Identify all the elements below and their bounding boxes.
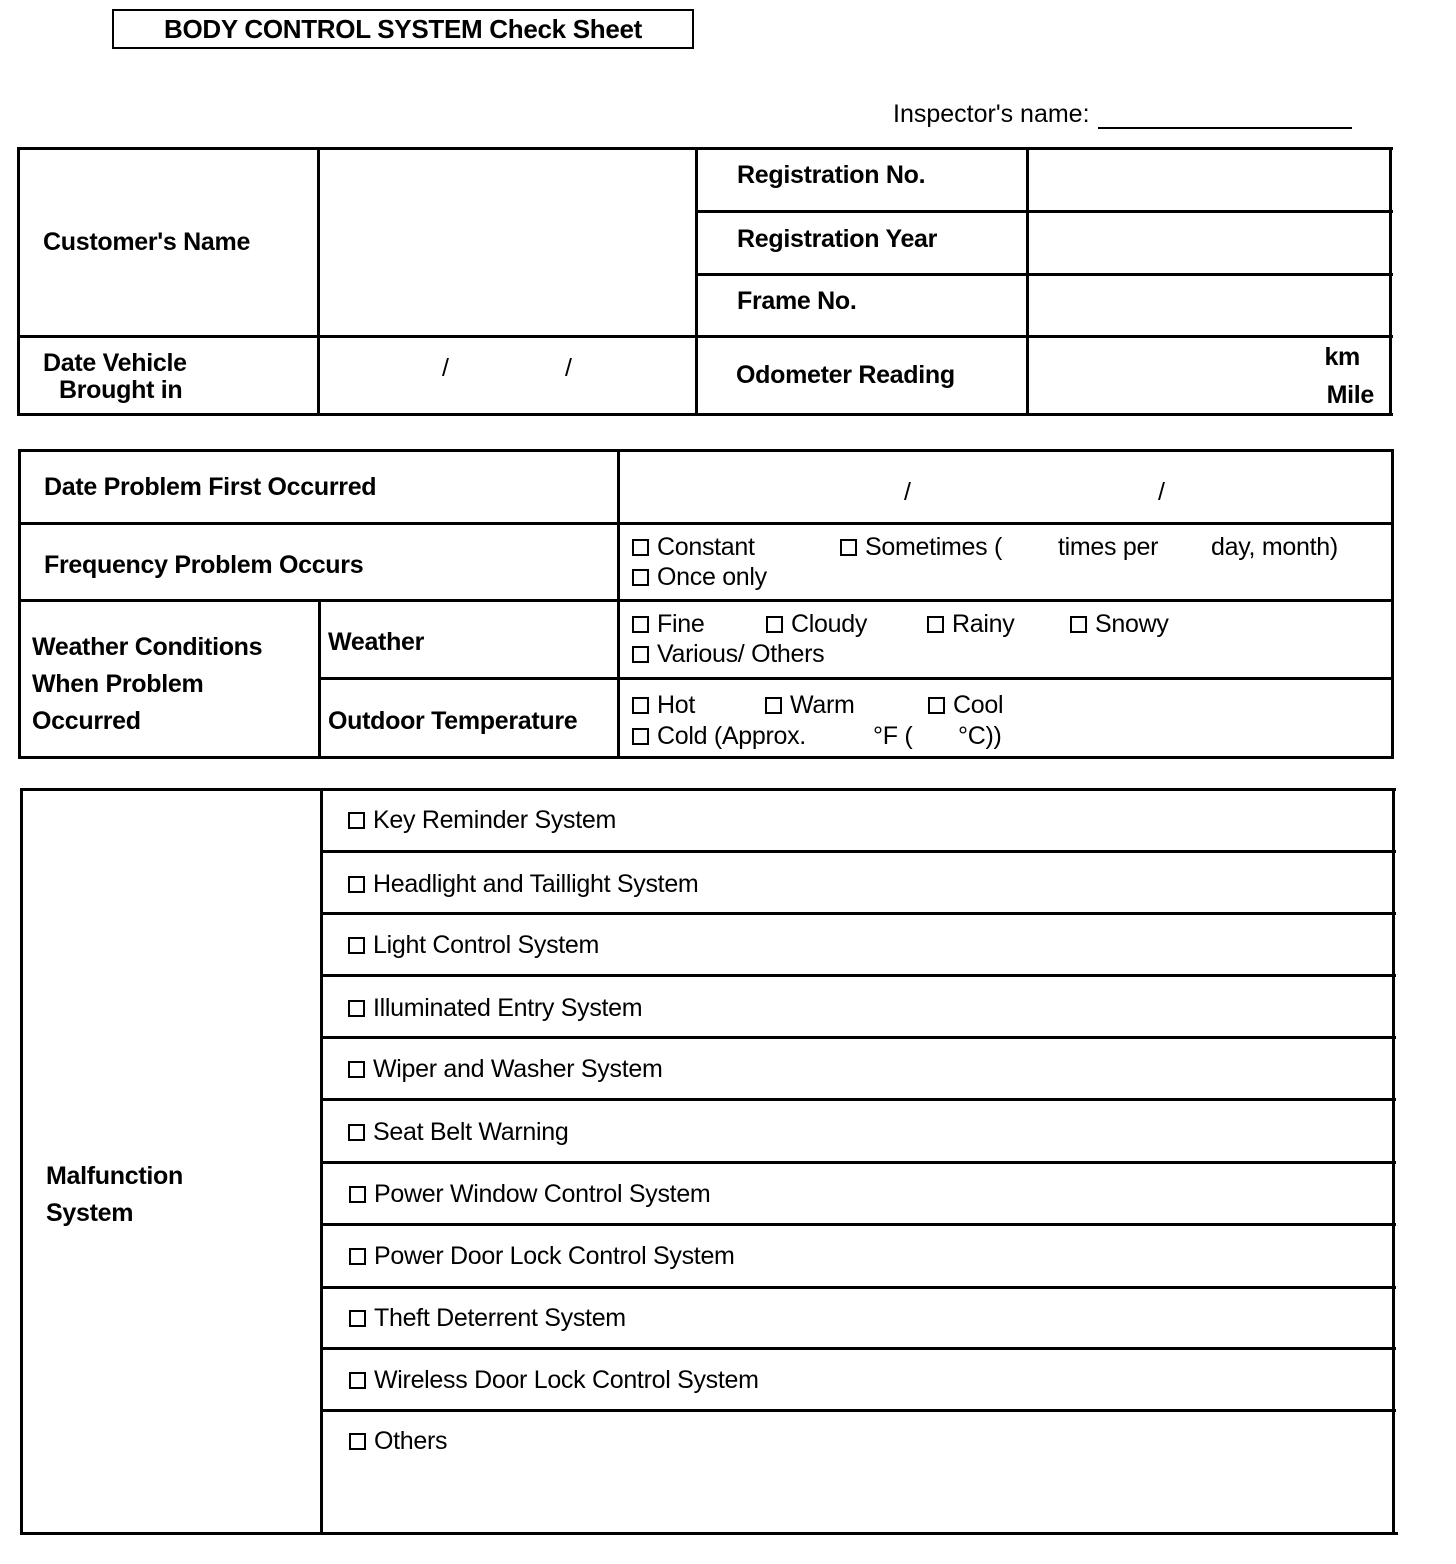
table-border — [20, 788, 1396, 791]
date-brought-in-input[interactable] — [322, 340, 692, 411]
date-separator: / — [904, 478, 911, 506]
temperature-option-cold[interactable] — [632, 722, 806, 752]
weather-option-snowy[interactable] — [1070, 610, 1169, 640]
table-border — [1389, 147, 1392, 416]
registration-no-input[interactable] — [1031, 152, 1386, 208]
frequency-option-once-only[interactable] — [632, 563, 767, 593]
frequency-option-constant[interactable] — [632, 533, 755, 563]
table-divider — [695, 147, 698, 416]
option-label: Cloudy — [791, 610, 868, 638]
frequency-times-per: times per — [1058, 533, 1159, 561]
checkbox-icon[interactable] — [349, 1310, 366, 1327]
date-separator: / — [565, 354, 572, 382]
date-separator: / — [442, 354, 449, 382]
label-line: Malfunction — [46, 1162, 183, 1190]
date-brought-in-label-line1: Date Vehicle — [43, 349, 187, 377]
option-label: Cool — [953, 691, 1004, 719]
weather-option-cloudy[interactable] — [766, 610, 867, 640]
option-label: Sometimes ( — [865, 533, 1003, 561]
table-border — [20, 1532, 1398, 1535]
checkbox-icon[interactable] — [928, 697, 945, 714]
registration-year-label: Registration Year — [737, 225, 938, 253]
system-option-seat-belt-warning[interactable] — [348, 1118, 568, 1148]
checkbox-icon[interactable] — [349, 1248, 366, 1265]
checkbox-icon[interactable] — [348, 1061, 365, 1078]
checkbox-icon[interactable] — [349, 1433, 366, 1450]
checkbox-icon[interactable] — [348, 1000, 365, 1017]
temperature-option-hot[interactable] — [632, 691, 695, 721]
option-label: Seat Belt Warning — [373, 1118, 569, 1146]
checkbox-icon[interactable] — [632, 616, 649, 633]
system-option-others[interactable] — [349, 1427, 447, 1457]
table-divider — [18, 522, 1394, 525]
checkbox-icon[interactable] — [840, 539, 857, 556]
table-divider — [321, 1286, 1396, 1289]
system-option-light-control[interactable] — [348, 931, 599, 961]
table-divider — [18, 599, 1394, 602]
checkbox-icon[interactable] — [632, 697, 649, 714]
odometer-label: Odometer Reading — [736, 361, 955, 389]
option-label: Wiper and Washer System — [373, 1055, 663, 1083]
checkbox-icon[interactable] — [765, 697, 782, 714]
checkbox-icon[interactable] — [348, 937, 365, 954]
checkbox-icon[interactable] — [349, 1372, 366, 1389]
table-divider — [321, 1223, 1396, 1226]
date-separator: / — [1158, 478, 1165, 506]
inspector-name-field — [893, 100, 1352, 129]
cold-unit-c: °C)) — [958, 722, 1002, 750]
option-label: Illuminated Entry System — [373, 994, 643, 1022]
system-option-power-door-lock[interactable] — [349, 1242, 735, 1272]
system-option-power-window[interactable] — [349, 1180, 710, 1210]
customers-name-input[interactable] — [322, 152, 692, 333]
table-border — [20, 788, 23, 1535]
checkbox-icon[interactable] — [1070, 616, 1087, 633]
option-label: Wireless Door Lock Control System — [374, 1366, 759, 1394]
table-border — [17, 413, 1393, 416]
system-option-wireless-door-lock[interactable] — [349, 1366, 759, 1396]
table-divider — [17, 335, 1393, 338]
system-option-theft-deterrent[interactable] — [349, 1304, 626, 1334]
table-divider — [317, 147, 320, 416]
option-label: Cold (Approx. — [657, 722, 806, 750]
option-label: Power Window Control System — [374, 1180, 711, 1208]
table-divider — [320, 788, 323, 1535]
temperature-label: Outdoor Temperature — [328, 707, 578, 735]
option-label: Warm — [790, 691, 855, 719]
option-label: Fine — [657, 610, 705, 638]
frequency-day-month: day, month) — [1211, 533, 1338, 561]
temperature-option-warm[interactable] — [765, 691, 855, 721]
label-line: System — [46, 1199, 134, 1227]
table-border — [18, 756, 1394, 759]
table-divider — [321, 1161, 1396, 1164]
table-divider — [321, 850, 1396, 853]
option-label: Power Door Lock Control System — [374, 1242, 735, 1270]
system-option-illuminated-entry[interactable] — [348, 994, 642, 1024]
checkbox-icon[interactable] — [348, 876, 365, 893]
table-border — [17, 147, 1393, 150]
option-label: Constant — [657, 533, 755, 561]
table-divider — [1026, 147, 1029, 416]
frequency-label: Frequency Problem Occurs — [44, 551, 364, 579]
document-title: BODY CONTROL SYSTEM Check Sheet — [112, 9, 694, 49]
odometer-unit-km: km — [1324, 343, 1360, 371]
option-label: Others — [374, 1427, 448, 1455]
table-divider — [321, 1409, 1396, 1412]
odometer-unit-mile: Mile — [1326, 381, 1374, 409]
customers-name-label: Customer's Name — [43, 228, 251, 256]
table-divider — [321, 974, 1396, 977]
frame-no-input[interactable] — [1031, 278, 1386, 333]
weather-label: Weather — [328, 628, 425, 656]
odometer-input[interactable] — [1031, 340, 1386, 411]
weather-option-various-others[interactable] — [632, 640, 824, 670]
weather-option-fine[interactable] — [632, 610, 704, 640]
weather-conditions-label — [32, 629, 262, 740]
date-first-occurred-label: Date Problem First Occurred — [44, 473, 377, 501]
registration-no-label: Registration No. — [737, 161, 926, 189]
cold-unit-f: °F ( — [873, 722, 913, 750]
option-label: Snowy — [1095, 610, 1169, 638]
option-label: Headlight and Taillight System — [373, 870, 699, 898]
system-option-wiper-washer[interactable] — [348, 1055, 663, 1085]
table-divider — [318, 599, 321, 759]
malfunction-system-label — [46, 1158, 183, 1232]
checkbox-icon[interactable] — [632, 539, 649, 556]
table-divider — [321, 912, 1396, 915]
option-label: Light Control System — [373, 931, 600, 959]
table-border — [17, 147, 20, 416]
label-line: Weather Conditions — [32, 633, 263, 661]
table-divider — [319, 677, 1394, 680]
checkbox-icon[interactable] — [632, 569, 649, 586]
checkbox-icon[interactable] — [766, 616, 783, 633]
table-divider — [321, 1098, 1396, 1101]
checkbox-icon[interactable] — [632, 728, 649, 745]
table-border — [1392, 788, 1395, 1535]
frame-no-label: Frame No. — [737, 287, 857, 315]
label-line: Occurred — [32, 707, 141, 735]
table-border — [18, 449, 1394, 452]
table-border — [18, 449, 21, 759]
option-label: Hot — [657, 691, 696, 719]
weather-option-rainy[interactable] — [927, 610, 1014, 640]
checkbox-icon[interactable] — [348, 1124, 365, 1141]
frequency-option-sometimes[interactable] — [840, 533, 1002, 563]
checkbox-icon[interactable] — [927, 616, 944, 633]
inspector-name-label: Inspector's name: — [893, 100, 1090, 128]
checkbox-icon[interactable] — [348, 812, 365, 829]
option-label: Theft Deterrent System — [374, 1304, 626, 1332]
table-divider — [696, 210, 1393, 213]
temperature-option-cool[interactable] — [928, 691, 1003, 721]
option-label: Rainy — [952, 610, 1015, 638]
inspector-name-input[interactable] — [1098, 101, 1352, 129]
checkbox-icon[interactable] — [632, 646, 649, 663]
checkbox-icon[interactable] — [349, 1186, 366, 1203]
system-option-headlight-taillight[interactable] — [348, 870, 698, 900]
label-line: When Problem — [32, 670, 204, 698]
date-first-occurred-input[interactable] — [622, 454, 1388, 520]
date-brought-in-label-line2: Brought in — [59, 376, 183, 404]
table-divider — [321, 1347, 1396, 1350]
table-border — [1391, 449, 1394, 759]
table-divider — [321, 1036, 1396, 1039]
option-label: Key Reminder System — [373, 806, 616, 834]
system-option-key-reminder[interactable] — [348, 806, 616, 836]
table-divider — [696, 273, 1393, 276]
option-label: Various/ Others — [657, 640, 825, 668]
table-divider — [617, 449, 620, 759]
option-label: Once only — [657, 563, 767, 591]
registration-year-input[interactable] — [1031, 215, 1386, 271]
